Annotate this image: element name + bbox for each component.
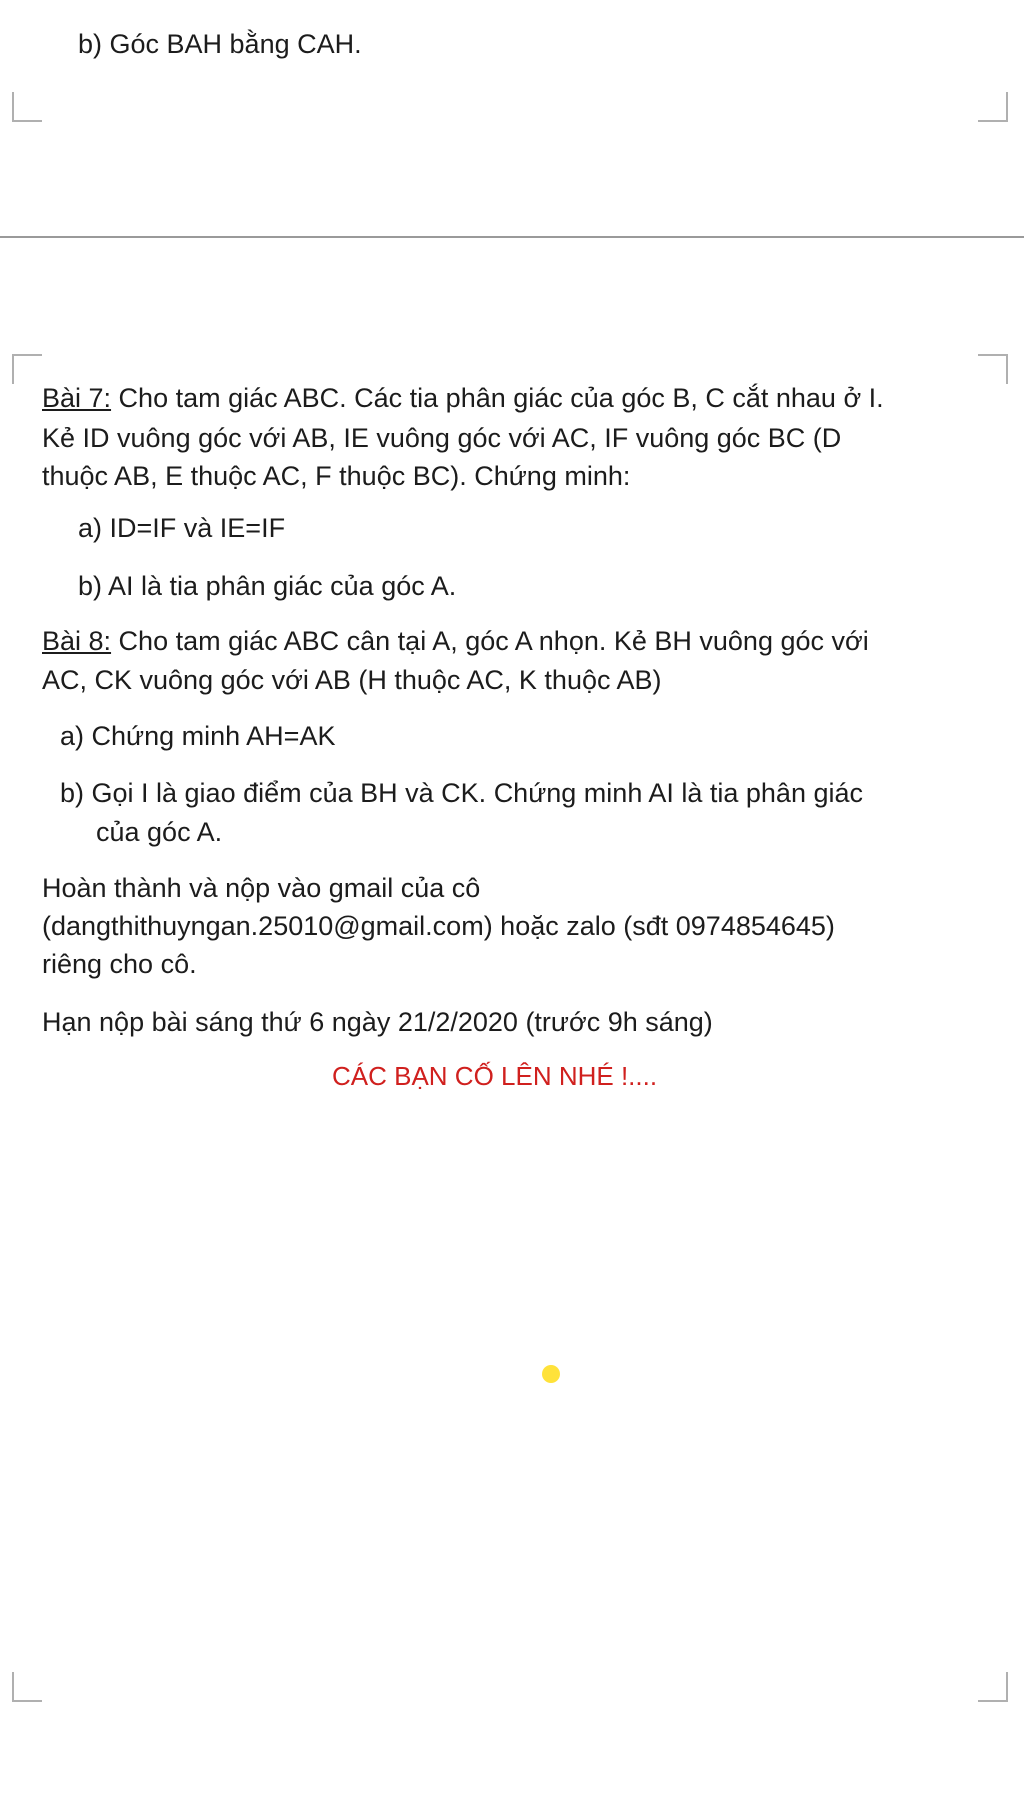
- instructions-line3: riêng cho cô.: [42, 949, 197, 979]
- bai7-item-a: a) ID=IF và IE=IF: [78, 513, 286, 543]
- encouragement-text: CÁC BẠN CỐ LÊN NHÉ !....: [332, 1061, 658, 1091]
- corner-mark-bottom-right: [978, 1672, 1008, 1702]
- bai7-line1: Bài 7: Cho tam giác ABC. Các tia phân giác của góc B, C cắt nhau ở I.: [42, 383, 884, 413]
- bai8-item-b-line2: của góc A.: [96, 817, 223, 847]
- bai8-item-a: a) Chứng minh AH=AK: [60, 721, 336, 751]
- bai7-line2: Kẻ ID vuông góc với AB, IE vuông góc với AC, IF vuông góc BC (D: [42, 423, 842, 453]
- corner-mark-bottom-right: [978, 92, 1008, 122]
- deadline: Hạn nộp bài sáng thứ 6 ngày 21/2/2020 (trước 9h sáng): [42, 1007, 713, 1037]
- bai8-line2: AC, CK vuông góc với AB (H thuộc AC, K thuộc AB): [42, 665, 662, 695]
- bai7-line3: thuộc AB, E thuộc AC, F thuộc BC). Chứng minh:: [42, 461, 631, 491]
- prev-item-b: b) Góc BAH bằng CAH.: [78, 29, 362, 59]
- corner-mark-bottom-left: [12, 92, 42, 122]
- previous-page: [0, 0, 1024, 236]
- bai8-line1: Bài 8: Cho tam giác ABC cân tại A, góc A nhọn. Kẻ BH vuông góc với: [42, 626, 869, 656]
- bai8-label: Bài 8:: [42, 626, 112, 656]
- bai8-item-b-line1: b) Gọi I là giao điểm của BH và CK. Chứng minh AI là tia phân giác: [60, 778, 863, 808]
- bai7-item-b: b) AI là tia phân giác của góc A.: [78, 571, 457, 601]
- corner-mark-bottom-left: [12, 1672, 42, 1702]
- bai7-label: Bài 7:: [42, 383, 112, 413]
- corner-mark-top-left: [12, 354, 42, 384]
- corner-mark-top-right: [978, 354, 1008, 384]
- instructions-line1: Hoàn thành và nộp vào gmail của cô: [42, 873, 481, 903]
- document-page: [0, 238, 1024, 1820]
- instructions-line2: (dangthithuyngan.25010@gmail.com) hoặc zalo (sđt 0974854645): [42, 911, 835, 941]
- yellow-dot-marker: [542, 1365, 560, 1383]
